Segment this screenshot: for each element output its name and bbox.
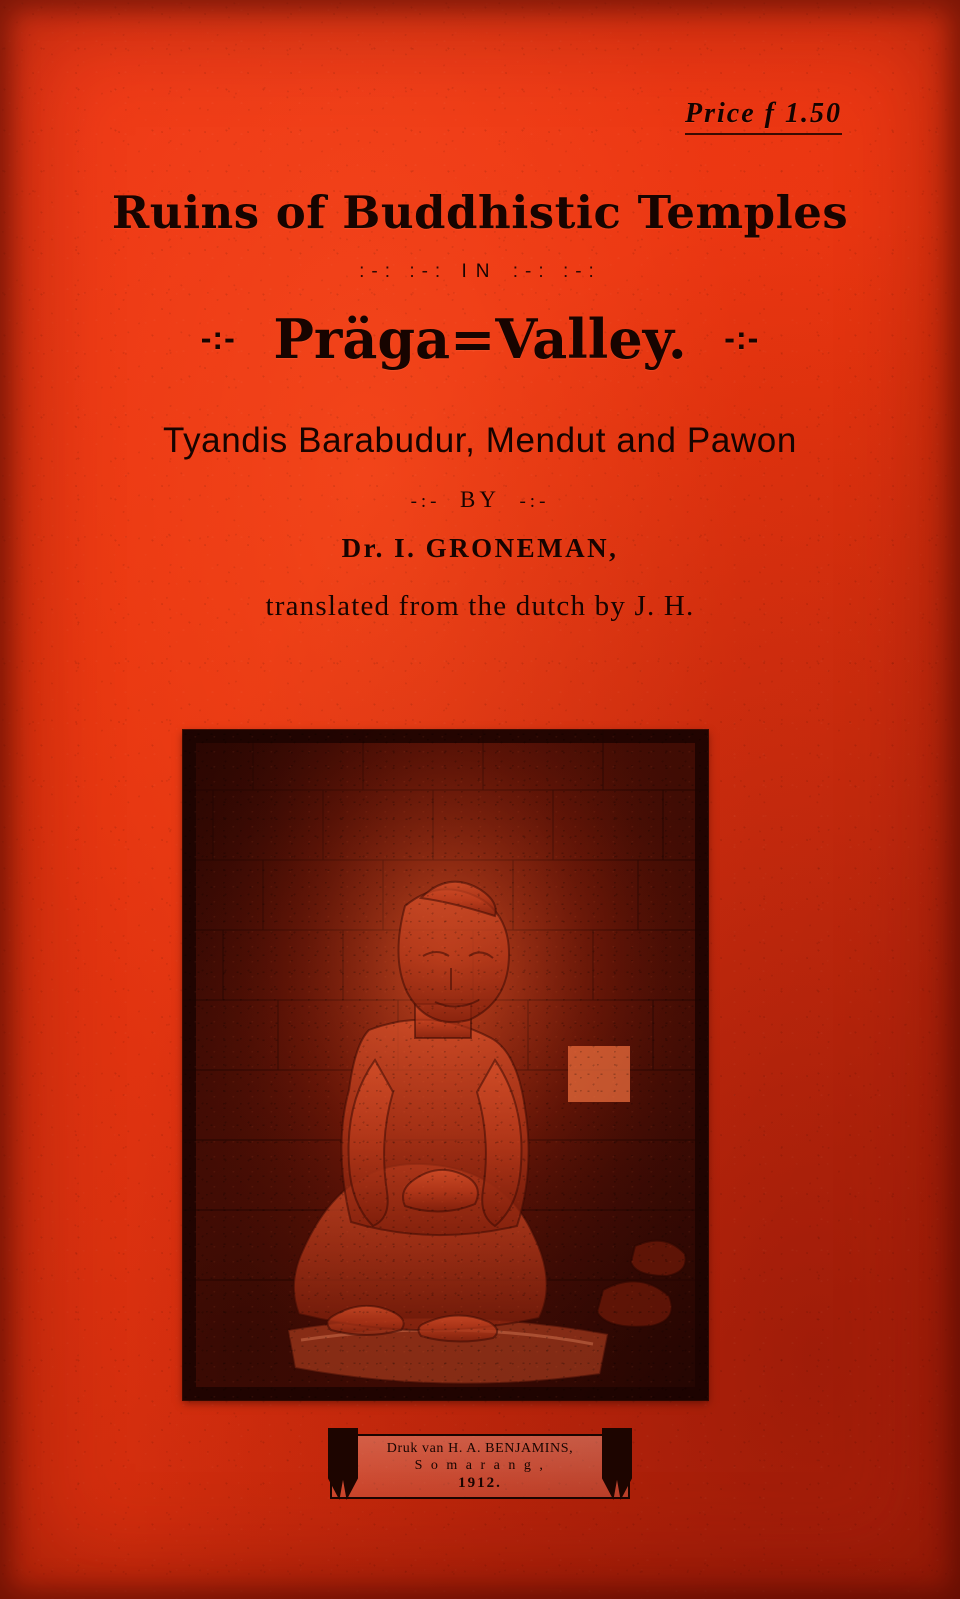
imprint-printer: Druk van H. A. BENJAMINS, <box>386 1441 574 1456</box>
by-label: BY <box>460 487 500 512</box>
translator-credit: translated from the dutch by J. H. <box>265 590 695 622</box>
cover-title-line-1: Ruins of Buddhistic Temples <box>111 186 849 239</box>
imprint-year: 1912. <box>458 1475 502 1492</box>
cover-title-connector-row <box>0 261 960 283</box>
cover-title-connector: IN <box>461 261 499 282</box>
printer-imprint <box>330 1434 630 1499</box>
cover-subtitle: Tyandis Barabudur, Mendut and Pawon <box>163 421 797 460</box>
cover-title-line-2-row <box>0 307 960 371</box>
author-name: Dr. I. GRONEMAN, <box>341 533 619 563</box>
ornament-left: :-: :-: <box>359 261 448 282</box>
ornament-right-2: -:- <box>724 320 760 356</box>
price-block <box>685 98 842 135</box>
cover-title-line-2: Präga=Valley. <box>273 307 687 371</box>
byline-row <box>0 487 960 513</box>
ornament-right: :-: :-: <box>512 261 601 282</box>
cover-photo-plate <box>183 730 708 1400</box>
title-block <box>0 186 960 623</box>
price-label: Price f 1.50 <box>685 98 842 129</box>
imprint-box <box>330 1434 630 1499</box>
price-underline <box>685 133 842 135</box>
ornament-left-3: -:- <box>410 491 441 512</box>
ornament-right-3: -:- <box>519 491 550 512</box>
plate-grain-overlay <box>183 730 708 1400</box>
ornament-left-2: -:- <box>200 320 236 356</box>
imprint-city: S o m a r a n g , <box>414 1458 546 1474</box>
